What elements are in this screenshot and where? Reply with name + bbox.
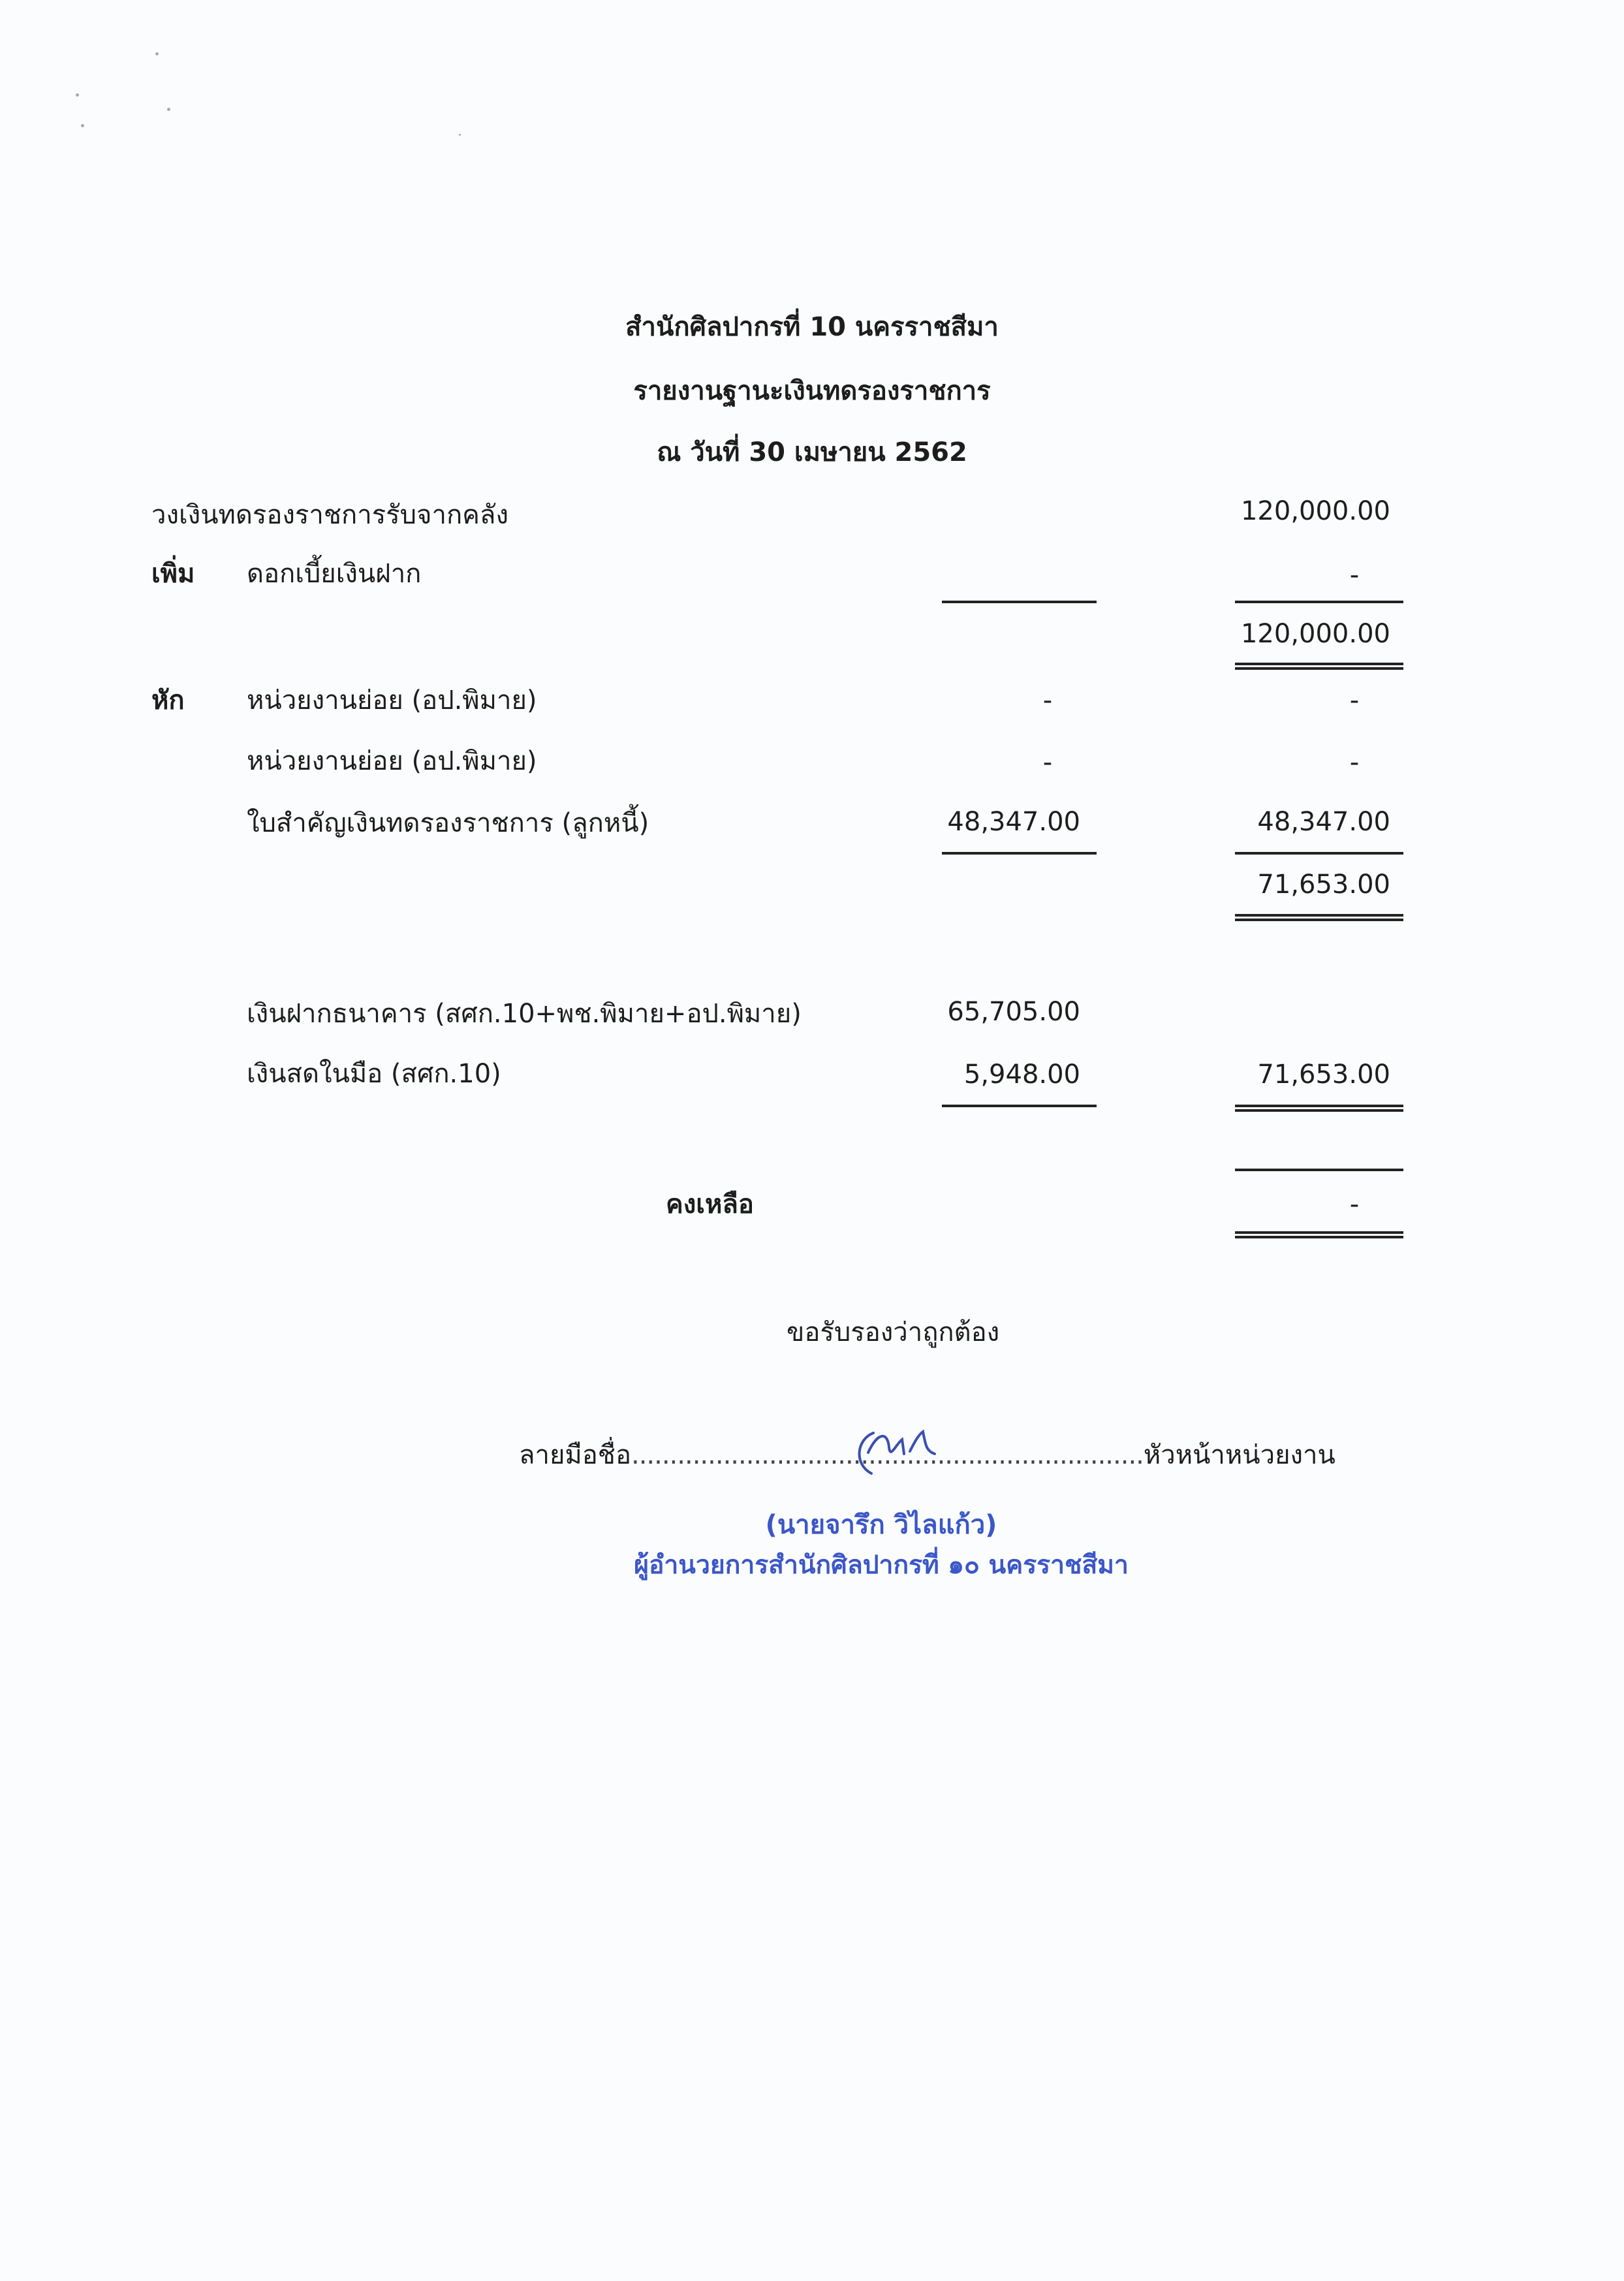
deduct3-col2: 48,347.00 [1257, 807, 1390, 837]
signature-prefix: ลายมือชื่อ [519, 1440, 631, 1470]
received-amount: 120,000.00 [1240, 496, 1390, 526]
scan-speck [81, 124, 84, 127]
signer-name: (นายจารึก วิไลแก้ว) [765, 1510, 997, 1540]
signature-dots: ................................................................... [631, 1440, 1144, 1470]
subtotal2-amount: 71,653.00 [1257, 870, 1390, 900]
office-title: สำนักศิลปากรที่ 10 นครราชสีมา [625, 312, 999, 342]
double-rule [1235, 1231, 1403, 1238]
deduct2-label: หน่วยงานย่อย (อป.พิมาย) [247, 746, 537, 776]
rule-col2 [1235, 601, 1403, 603]
double-rule [1235, 663, 1403, 670]
scan-speck [167, 108, 170, 111]
scan-speck [459, 134, 461, 136]
rule-col2 [1235, 1169, 1403, 1171]
add-label: ดอกเบี้ยเงินฝาก [247, 559, 422, 589]
handwritten-signature [842, 1413, 953, 1485]
signature-suffix: หัวหน้าหน่วยงาน [1143, 1440, 1335, 1470]
signer-position: ผู้อำนวยการสำนักศิลปากรที่ ๑๐ นครราชสีมา [634, 1550, 1129, 1580]
scan-speck [155, 52, 159, 55]
deduct1-col2: - [1349, 685, 1360, 716]
deduct2-col2: - [1349, 747, 1360, 778]
report-date: ณ วันที่ 30 เมษายน 2562 [657, 437, 967, 467]
deduct-prefix: หัก [151, 685, 185, 716]
double-rule [1235, 1105, 1403, 1112]
cash-label: เงินสดในมือ (สศก.10) [247, 1059, 501, 1089]
rule-col1 [942, 852, 1097, 855]
cash-total: 71,653.00 [1257, 1060, 1390, 1090]
deduct1-col1: - [1042, 685, 1053, 716]
rule-col2 [1235, 852, 1403, 855]
deduct3-col1: 48,347.00 [947, 807, 1080, 837]
certify-text: ขอรับรองว่าถูกต้อง [787, 1317, 1000, 1347]
received-label: วงเงินทดรองราชการรับจากคลัง [151, 500, 508, 530]
add-amount: - [1349, 560, 1360, 590]
deduct1-label: หน่วยงานย่อย (อป.พิมาย) [247, 685, 537, 716]
rule-col1 [942, 601, 1097, 603]
subtotal1-amount: 120,000.00 [1240, 619, 1390, 649]
add-prefix: เพิ่ม [151, 559, 195, 589]
double-rule [1235, 914, 1403, 921]
balance-label: คงเหลือ [666, 1189, 754, 1219]
rule-col1 [942, 1105, 1097, 1107]
deduct2-col1: - [1042, 747, 1053, 778]
scan-speck [76, 93, 79, 97]
balance-amount: - [1349, 1189, 1360, 1219]
bank-amount: 65,705.00 [947, 997, 1080, 1027]
deduct3-label: ใบสำคัญเงินทดรองราชการ (ลูกหนี้) [247, 808, 649, 838]
cash-amount: 5,948.00 [963, 1060, 1080, 1090]
report-title: รายงานฐานะเงินทดรองราชการ [633, 376, 991, 406]
bank-label: เงินฝากธนาคาร (สศก.10+พช.พิมาย+อป.พิมาย) [247, 999, 802, 1029]
